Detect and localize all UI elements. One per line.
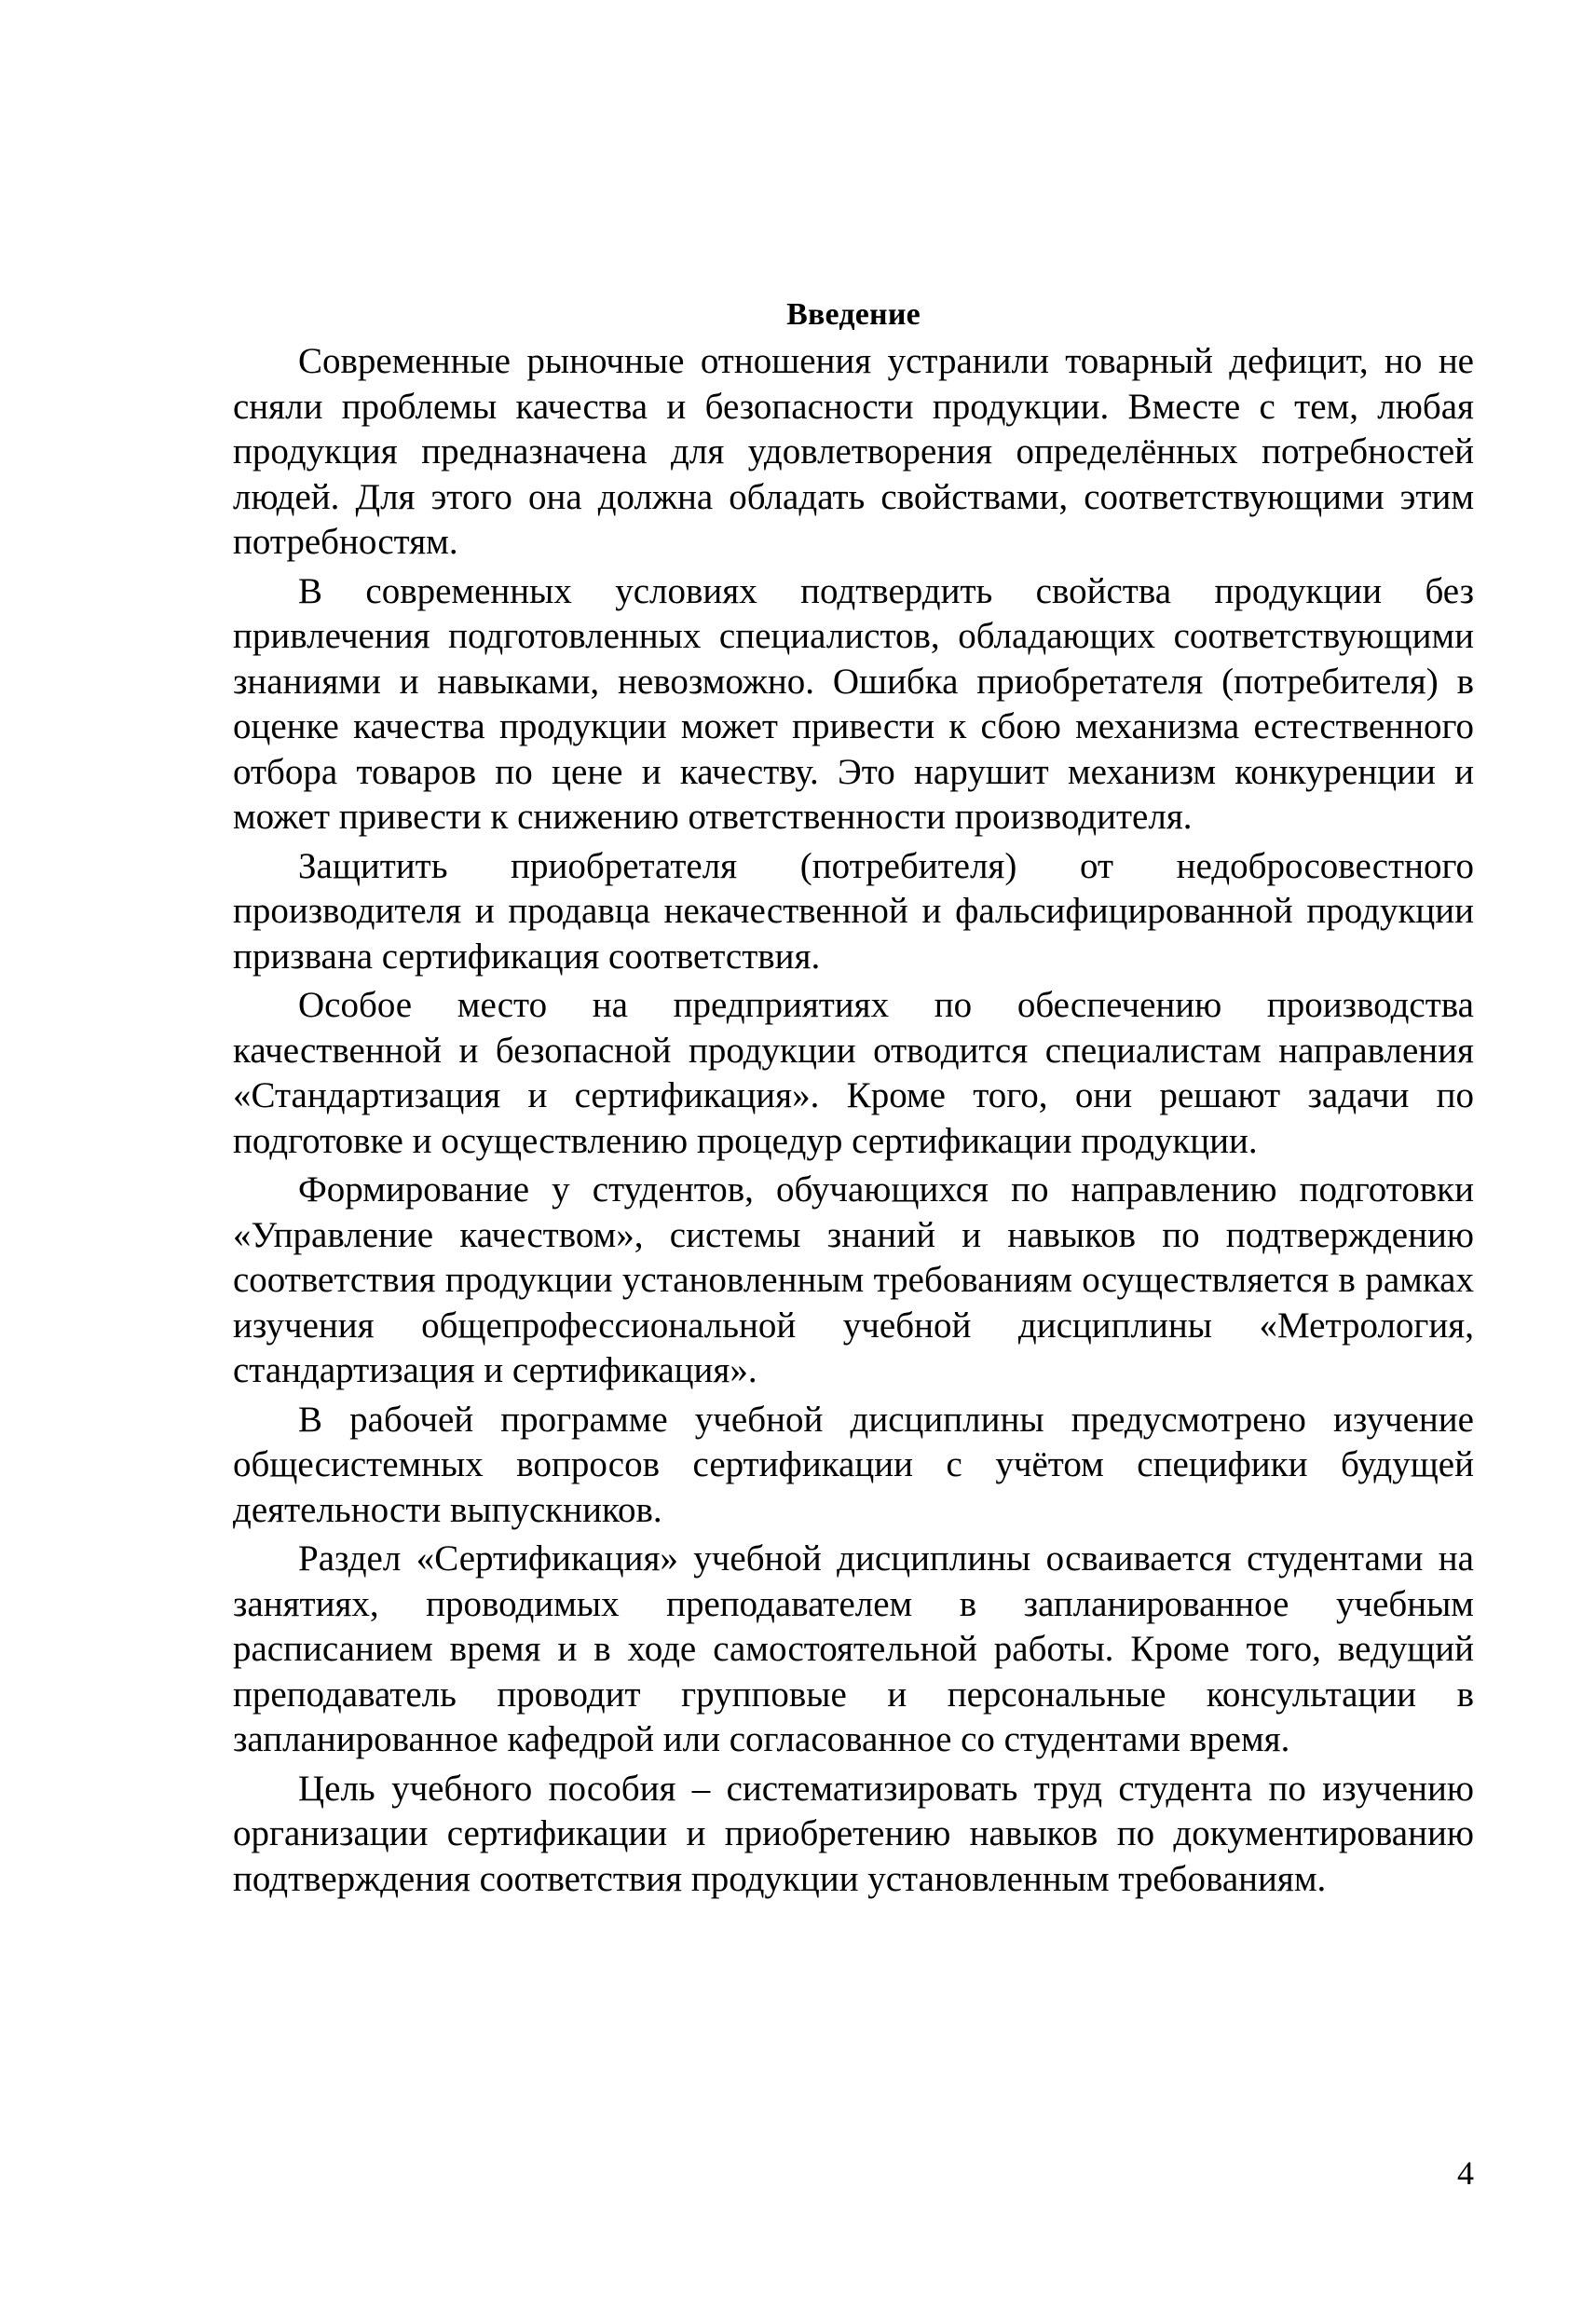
- paragraph-8: Цель учебного пособия – систематизировать труд студента по изучению организации сертификации и приобретению навыков по документированию подтверждения соответствия продукции установленным требованиям.: [233, 1768, 1474, 1899]
- paragraph-3: Защитить приобретателя (потребителя) от недобросовестного производителя и продавца некачественной и фальсифицированной продукции призвана сертификация соответствия.: [233, 845, 1474, 977]
- paragraph-7: Раздел «Сертификация» учебной дисциплины осваивается студентами на занятиях, проводимых преподавателем в запланированное учебным расписанием время и в ходе самостоятельной работы. Кроме того, ведущий преподаватель проводит групповые и персональные консультации в запланированное кафедрой или согласованное со студентами время.: [233, 1538, 1474, 1759]
- section-title: Введение: [786, 297, 921, 332]
- paragraph-5: Формирование у студентов, обучающихся по направлению подготовки «Управление качеством», системы знаний и навыков по подтверждению соответствия продукции установленным требованиям осуществляется в рамках изучения общепрофессиональной учебной дисциплины «Метрология, стандартизация и сертификация».: [233, 1169, 1474, 1390]
- paragraph-6: В рабочей программе учебной дисциплины предусмотрено изучение общесистемных вопросов сертификации с учётом специфики будущей деятельности выпускников.: [233, 1399, 1474, 1530]
- page-content: [233, 293, 1474, 1906]
- paragraph-1: Современные рыночные отношения устранили товарный дефицит, но не сняли проблемы качества и безопасности продукции. Вместе с тем, любая продукция предназначена для удовлетворения определённых потребностей людей. Для этого она должна обладать свойствами, соответствующими этим потребностям.: [233, 341, 1474, 562]
- paragraph-4: Особое место на предприятиях по обеспечению производства качественной и безопасной продукции отводится специалистам направления «Стандартизация и сертификация». Кроме того, они решают задачи по подготовке и осуществлению процедур сертификации продукции.: [233, 985, 1474, 1161]
- page-number: 4: [1457, 2154, 1474, 2192]
- paragraph-2: В современных условиях подтвердить свойства продукции без привлечения подготовленных специалистов, обладающих соответствующими знаниями и навыками, невозможно. Ошибка приобретателя (потребителя) в оценке качества продукции может привести к сбою механизма естественного отбора товаров по цене и качеству. Это нарушит механизм конкуренции и может привести к снижению ответственности производителя.: [233, 570, 1474, 837]
